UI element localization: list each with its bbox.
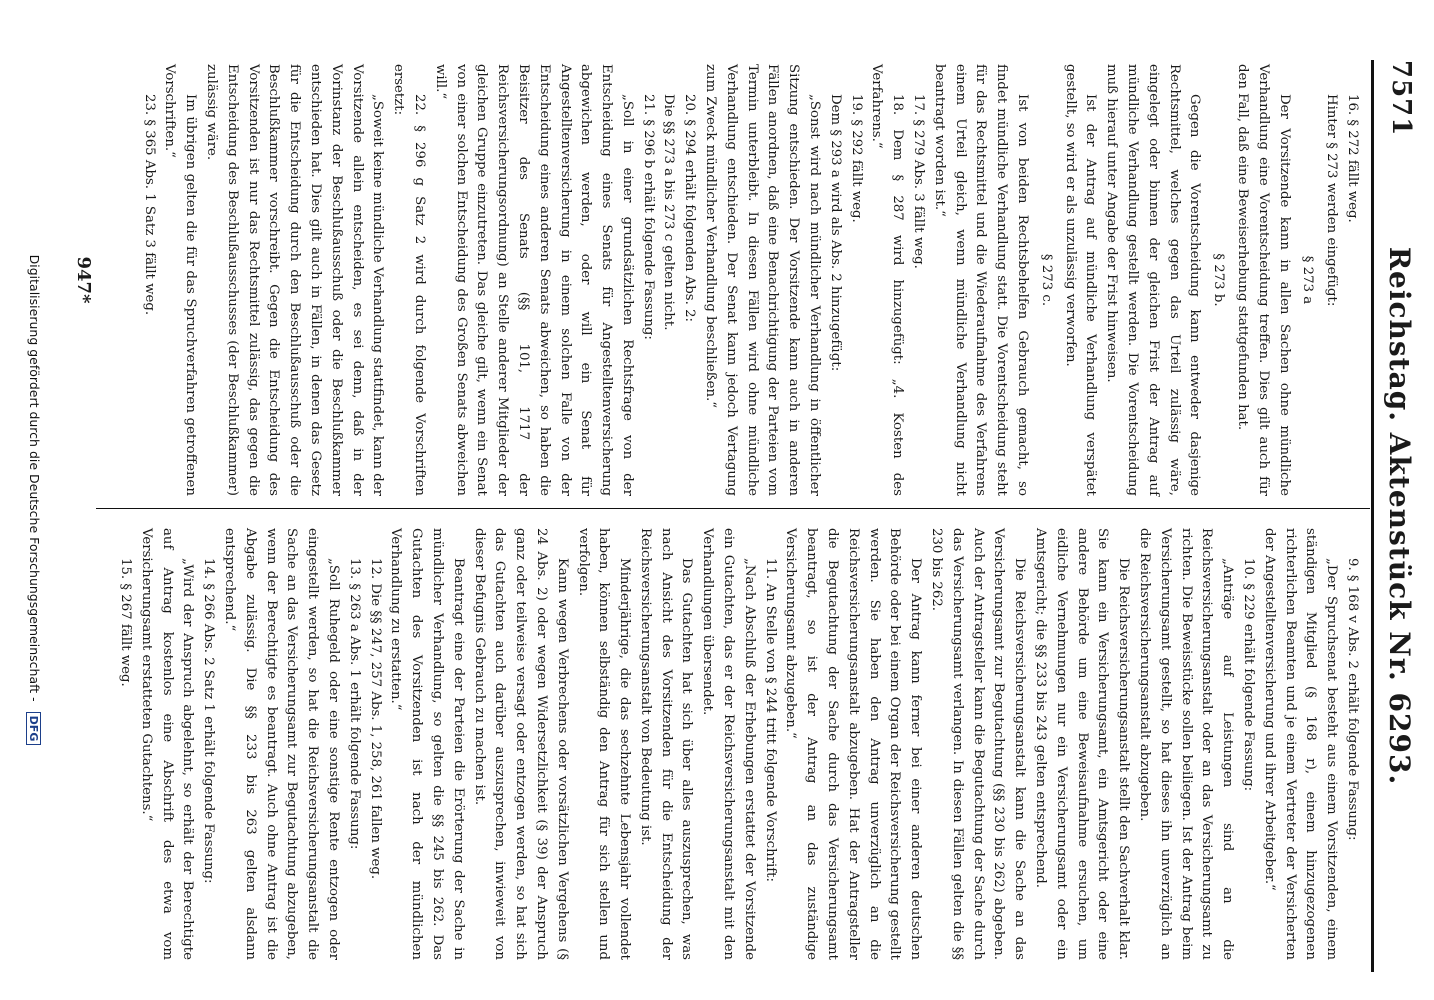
left-column-paragraph: Der Vorsitzende kann in allen Sachen ohne mündliche Verhandlung eine Vorentscheidung treffen. Dies gilt auch für den Fall, daß eine Beweiserhebung stattgefunden hat. (1235, 64, 1292, 496)
left-column-paragraph: 20. § 294 erhält folgenden Abs. 2: (682, 94, 698, 323)
left-column-paragraph: 18. Dem § 287 wird hinzugefügt: „4. Kosten des Verfahrens.“ (869, 64, 906, 496)
right-column (114, 528, 1362, 960)
left-column-paragraph: Gegen die Vorentscheidung kann entweder dasjenige Rechtsmittel, welches gegen das Urteil zulässig wäre, eingelegt oder binnen der gleichen Frist der Antrag auf mündliche Verhandlung gestellt werden. Die Vorentscheidung muß hierauf unter Angabe der Frist hinweisen. (1104, 64, 1203, 496)
left-column-paragraph: Ist von beiden Rechtsbehelfen Gebrauch gemacht, so findet mündliche Verhandlung statt. Die Vorentscheidung steht für das Rechtsmittel und die Wiederaufnahme des Verfahrens einem Urteil gleich, wenn mündliche Verhandlung nicht beantragt worden ist.“ (931, 64, 1031, 496)
right-column-paragraph: „Anträge auf Leistungen sind an die Reichsversicherungsanstalt oder an das Versicherungsamt zu richten. Die Beweisstücke sollen beiliegen. Ist der Antrag beim Versicherungsamt gestellt, so hat dieses ihn unverzüglich an die Reichsversicherungsanstalt abzugeben. (1137, 528, 1236, 960)
left-column-paragraph: 23. § 365 Abs. 1 Satz 3 fällt weg. (141, 94, 157, 316)
right-column-paragraph: Beantragt eine der Parteien die Erörterung der Sache in mündlicher Verhandlung, so gelten die §§ 245 bis 262. Das Gutachten des Vorsitzenden ist nach der mündlichen Verhandlung zu erstatten.“ (388, 528, 466, 960)
left-column-paragraph: Dem § 293 a wird als Abs. 2 hinzugefügt: (827, 94, 843, 372)
left-column-paragraph: § 273 a (1300, 255, 1316, 305)
right-column-paragraph: „Nach Abschluß der Erhebungen erstattet der Vorsitzende ein Gutachten, das er der Reichsversicherungsanstalt mit den Verhandlungen übersendet. (700, 528, 757, 960)
right-column-paragraph: 14. § 266 Abs. 2 Satz 1 erhält folgende Fassung: (201, 558, 217, 884)
right-column-paragraph: Das Gutachten hat sich über alles auszusprechen, was nach Ansicht des Vorsitzenden für die Entscheidung der Reichsversicherungsanstalt von Bedeutung ist. (637, 528, 695, 960)
right-column-paragraph: 15. § 267 fällt weg. (117, 558, 133, 687)
left-column-paragraph: 22. § 296 g Satz 2 wird durch folgende Vorschriften ersetzt: (391, 64, 427, 496)
header-rule (1371, 60, 1374, 972)
left-column-paragraph: 19. § 292 fällt weg. (848, 94, 864, 223)
right-column-paragraph: Kann wegen Verbrechens oder vorsätzlichen Vergehens (§ 24 Abs. 2) oder wegen Widersetzlichkeit (§ 39) der Anspruch ganz oder teilweise versagt oder entzogen werden, so hat sich das Gutachten auch darüber auszusprechen, inwieweit von dieser Befugnis Gebrauch zu machen ist. (471, 528, 570, 960)
left-column-paragraph: § 273 b. (1211, 253, 1227, 307)
right-column-paragraph: Die Reichsversicherungsanstalt kann die Sache an das Versicherungsamt zur Begutachtung (§§ 230 bis 262) abgeben. Auch der Antragsteller kann die Begutachtung der Sache durch das Versicherungsamt verlangen. In diesen Fällen gelten die §§ 230 bis 262. (929, 528, 1028, 960)
left-column-paragraph: § 273 c. (1038, 253, 1054, 307)
right-column-paragraph: Die Reichsversicherungsanstalt stellt den Sachverhalt klar. Sie kann ein Versicherungsamt, ein Amtsgericht oder eine andere Behörde um eine Beweisaufnahme ersuchen, um eidliche Vernehmungen nur ein Versicherungsamt oder ein Amtsgericht; die §§ 233 bis 243 gelten entsprechend. (1033, 528, 1132, 960)
right-column-paragraph: 10. § 229 erhält folgende Fassung: (1241, 558, 1257, 792)
right-column-paragraph: Minderjährige, die das sechzehnte Lebensjahr vollendet haben, können selbständig den Antrag für sich stellen und verfolgen. (575, 528, 633, 960)
left-column-paragraph: Im übrigen gelten die für das Spruchverfahren getroffenen Vorschriften.“ (162, 64, 199, 496)
right-column-paragraph: 13. § 263 a Abs. 1 erhält folgende Fassung: (346, 558, 362, 850)
page-header (1376, 60, 1416, 972)
page-number: 7571 (1386, 60, 1416, 137)
left-column-paragraph: „Soll in einer grundsätzlichen Rechtsfrage von der Entscheidung eines Senats für Angestelltenversicherung abgewichen werden, oder will ein Senat für Angestelltenversicherung in einem solchen Falle von der Entscheidung eines anderen Senats abweichen, so haben die Beisitzer des Senats (§§ 101, 1717 der Reichsversicherungsordnung) an Stelle anderer Mitglieder der gleichen Gruppe einzutreten. Das gleiche gilt, wenn ein Senat von einer solchen Entscheidung des Großen Senats abweichen will.“ (432, 64, 635, 496)
left-column (138, 64, 1362, 496)
left-column-paragraph: 16. § 272 fällt weg. (1345, 94, 1360, 223)
left-column-paragraph: 17. § 279 Abs. 3 fällt weg. (911, 94, 927, 269)
right-column-paragraph: 12. Die §§ 247, 257 Abs. 1, 258, 261 fallen weg. (367, 558, 383, 880)
right-column-paragraph: „Der Spruchsenat besteht aus einem Vorsitzenden, einem ständigen Mitglied (§ 168 r), einem hinzugezogenen richterlichen Beamten und je einem Vertreter der Versicherten der Angestelltenversicherung und ihrer Arbeitgeber.“ (1261, 528, 1340, 960)
column-divider (96, 508, 1370, 509)
right-column-paragraph: Der Antrag kann ferner bei einer anderen deutschen Behörde oder bei einem Organ der Reichsversicherung gestellt werden. Sie haben den Antrag unverzüglich an die Reichsversicherungsanstalt abzugeben. Hat der Antragsteller die Begutachtung der Sache durch das Versicherungsamt beantragt, so ist der Antrag an das zuständige Versicherungsamt abzugeben.“ (783, 528, 924, 960)
document-title: Reichstag. Aktenstück Nr. 6293. (1383, 246, 1416, 786)
left-column-paragraph: Ist der Antrag auf mündliche Verhandlung verspätet gestellt, so wird er als unzulässig verworfen. (1062, 64, 1099, 496)
sheet-signature: 947* (73, 256, 94, 304)
digitization-footer (26, 0, 42, 1000)
left-column-paragraph: „Soweit keine mündliche Verhandlung stattfindet, kann der Vorsitzende allein entscheiden, es sei denn, daß in der Vorinstanz der Beschlußausschuß oder die Beschlußkammer entschieden hat. Dies gilt auch in Fällen, in denen das Gesetz für die Entscheidung durch den Beschlußausschuß oder die Beschlußkammer vorschreibt. Gegen die Entscheidung des Vorsitzenden ist nur das Rechtsmittel zulässig, das gegen die Entscheidung des Beschlußausschusses (der Beschlußkammer) zulässig wäre. (203, 64, 386, 496)
left-column-paragraph: Hinter § 273 werden eingefügt: (1324, 94, 1340, 307)
footer-text: Digitalisierung gefördert durch die Deutsche Forschungsgemeinschaft - (27, 254, 42, 702)
left-column-paragraph: „Sonst wird nach mündlicher Verhandlung in öffentlicher Sitzung entschieden. Der Vorsitzende kann auch in anderen Fällen anordnen, daß eine Benachrichtigung der Parteien vom Termin unterbleibt. In diesen Fällen wird ohne mündliche Verhandlung entschieden. Der Senat kann jedoch Vertagung zum Zweck mündlicher Verhandlung beschließen.“ (703, 64, 823, 496)
left-column-paragraph: Die §§ 273 a bis 273 c gelten nicht. (661, 94, 677, 331)
right-column-paragraph: 9. § 168 v Abs. 2 erhält folgende Fassung: (1345, 558, 1360, 841)
left-column-paragraph: 21. § 296 b erhält folgende Fassung: (640, 94, 656, 340)
right-column-paragraph: „Soll Ruhegeld oder eine sonstige Rente entzogen oder eingestellt werden, so hat die Reichsversicherungsanstalt die Sache an das Versicherungsamt zur Begutachtung abzugeben, wenn der Berechtigte es beantragt. Auch ohne Antrag ist die Abgabe zulässig. Die §§ 233 bis 263 gelten alsdann entsprechend.“ (221, 528, 341, 960)
right-column-paragraph: „Wird der Anspruch abgelehnt, so erhält der Berechtigte auf Antrag kostenlos eine Abschrift des etwa vom Versicherungsamt erstatteten Gutachtens.“ (138, 528, 196, 960)
dfg-logo-icon: DFG (26, 712, 41, 746)
right-column-paragraph: 11. An Stelle von § 244 tritt folgende Vorschrift: (762, 558, 778, 883)
